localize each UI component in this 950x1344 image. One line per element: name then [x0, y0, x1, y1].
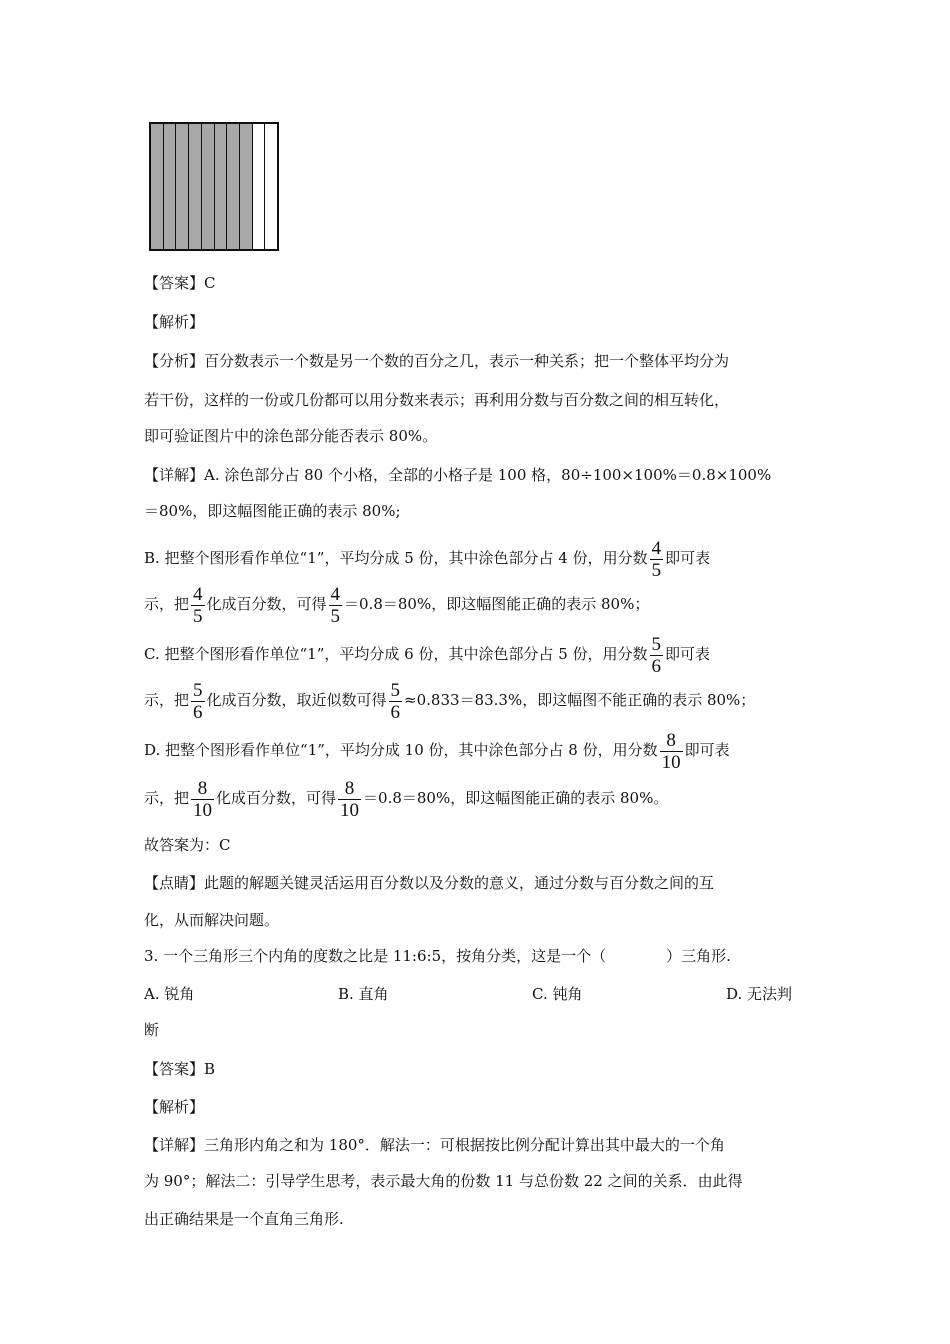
fraction-denominator: 10 — [340, 799, 360, 821]
text-segment: ＝0.8＝80%，即这幅图能正确的表示 80%； — [344, 595, 650, 613]
q2-detail-c-line1 — [144, 632, 710, 676]
fraction — [329, 584, 343, 627]
q2-detail-d-line2 — [144, 776, 668, 820]
text-segment: 化成百分数，可得 — [206, 595, 327, 613]
q3-question: 3. 一个三角形三个内角的度数之比是 11:6:5，按角分类，这是一个（ ）三角形. — [144, 947, 731, 965]
fraction-denominator: 6 — [651, 655, 662, 677]
fraction-denominator: 6 — [390, 701, 401, 723]
fraction — [389, 680, 403, 723]
fraction-denominator: 10 — [661, 751, 681, 773]
fraction-denominator: 5 — [193, 605, 203, 627]
fraction-denominator: 6 — [193, 701, 203, 723]
q3-detail-line: 出正确结果是一个直角三角形. — [144, 1210, 344, 1228]
shaded-bar — [176, 124, 189, 249]
q2-comment-line: 化，从而解决问题。 — [144, 911, 280, 929]
fraction-denominator: 5 — [330, 605, 341, 627]
q2-answer: 【答案】C — [144, 274, 216, 292]
text-segment: 即可表 — [684, 741, 730, 759]
fraction-numerator: 5 — [390, 679, 401, 701]
q3-option-c: C. 钝角 — [532, 985, 583, 1003]
text-segment: B. 把整个图形看作单位“1”，平均分成 5 份，其中涂色部分占 4 份，用分数 — [144, 549, 648, 567]
text-segment: C. 把整个图形看作单位“1”，平均分成 6 份，其中涂色部分占 5 份，用分数 — [144, 645, 648, 663]
text-segment: 示，把 — [144, 691, 190, 709]
fraction — [191, 584, 205, 627]
shaded-bar — [189, 124, 202, 249]
q2-detail-b-line2 — [144, 582, 649, 626]
q2-analysis-line: 【分析】百分数表示一个数是另一个数的百分之几，表示一种关系；把一个整体平均分为 — [144, 352, 730, 370]
shaded-bar — [215, 124, 228, 249]
q2-comment-line: 【点睛】此题的解题关键灵活运用百分数以及分数的意义，通过分数与百分数之间的互 — [144, 874, 715, 892]
q3-option-d: D. 无法判 — [726, 985, 793, 1003]
text-segment: 化成百分数，可得 — [216, 789, 337, 807]
fraction-numerator: 4 — [330, 583, 341, 605]
q2-detail-b-line1 — [144, 536, 710, 580]
fraction-numerator: 4 — [651, 537, 662, 559]
text-segment: 化成百分数，取近似数可得 — [206, 691, 387, 709]
fraction-numerator: 8 — [191, 778, 214, 800]
q2-detail-c-line2 — [144, 678, 755, 722]
shaded-bar — [227, 124, 240, 249]
shaded-bar — [202, 124, 215, 249]
q3-option-d-wrap: 断 — [144, 1021, 160, 1039]
fraction — [338, 778, 361, 821]
unshaded-bar — [253, 124, 266, 249]
unshaded-bar — [265, 124, 277, 249]
fraction — [660, 730, 683, 773]
q2-detail-a-line: ＝80%，即这幅图能正确的表示 80%; — [144, 502, 401, 520]
fraction — [650, 634, 664, 677]
text-segment: 即可表 — [665, 549, 711, 567]
q3-answer: 【答案】B — [144, 1060, 216, 1078]
q3-analysis-heading: 【解析】 — [144, 1098, 205, 1116]
fraction-numerator: 4 — [193, 583, 203, 605]
text-segment: 即可表 — [665, 645, 711, 663]
text-segment: ≈0.833＝83.3%，即这幅图不能正确的表示 80%； — [404, 691, 756, 709]
fraction — [191, 680, 205, 723]
shaded-bar-figure — [149, 122, 279, 251]
fraction-numerator: 8 — [660, 730, 683, 752]
q2-analysis-line: 即可验证图片中的涂色部分能否表示 80%。 — [144, 427, 438, 445]
fraction — [650, 538, 664, 581]
q2-detail-d-line1 — [144, 728, 730, 772]
fraction — [191, 778, 214, 821]
q2-analysis-heading: 【解析】 — [144, 313, 205, 331]
q3-detail-line: 为 90°；解法二：引导学生思考，表示最大角的份数 11 与总份数 22 之间的关系．由此得 — [144, 1172, 743, 1190]
text-segment: ＝0.8＝80%，即这幅图能正确的表示 80%。 — [363, 789, 669, 807]
fraction-numerator: 8 — [338, 778, 361, 800]
q3-option-a: A. 锐角 — [144, 985, 195, 1003]
text-segment: 示，把 — [144, 595, 190, 613]
q2-detail-a-line: 【详解】A. 涂色部分占 80 个小格，全部的小格子是 100 格，80÷100×100%＝0.8×100% — [144, 466, 772, 484]
fraction-denominator: 5 — [651, 559, 662, 581]
fraction-numerator: 5 — [651, 633, 662, 655]
shaded-bar — [164, 124, 177, 249]
q2-conclusion: 故答案为：C — [144, 836, 231, 854]
shaded-bar — [151, 124, 164, 249]
text-segment: 示，把 — [144, 789, 190, 807]
fraction-denominator: 10 — [193, 799, 213, 821]
shaded-bar — [240, 124, 253, 249]
fraction-numerator: 5 — [193, 679, 203, 701]
q3-option-b: B. 直角 — [338, 985, 389, 1003]
q2-analysis-line: 若干份，这样的一份或几份都可以用分数来表示；再利用分数与百分数之间的相互转化， — [144, 391, 730, 409]
q3-detail-line: 【详解】三角形内角之和为 180°．解法一：可根据按比例分配计算出其中最大的一个角 — [144, 1136, 725, 1154]
text-segment: D. 把整个图形看作单位“1”，平均分成 10 份，其中涂色部分占 8 份，用分数 — [144, 741, 658, 759]
